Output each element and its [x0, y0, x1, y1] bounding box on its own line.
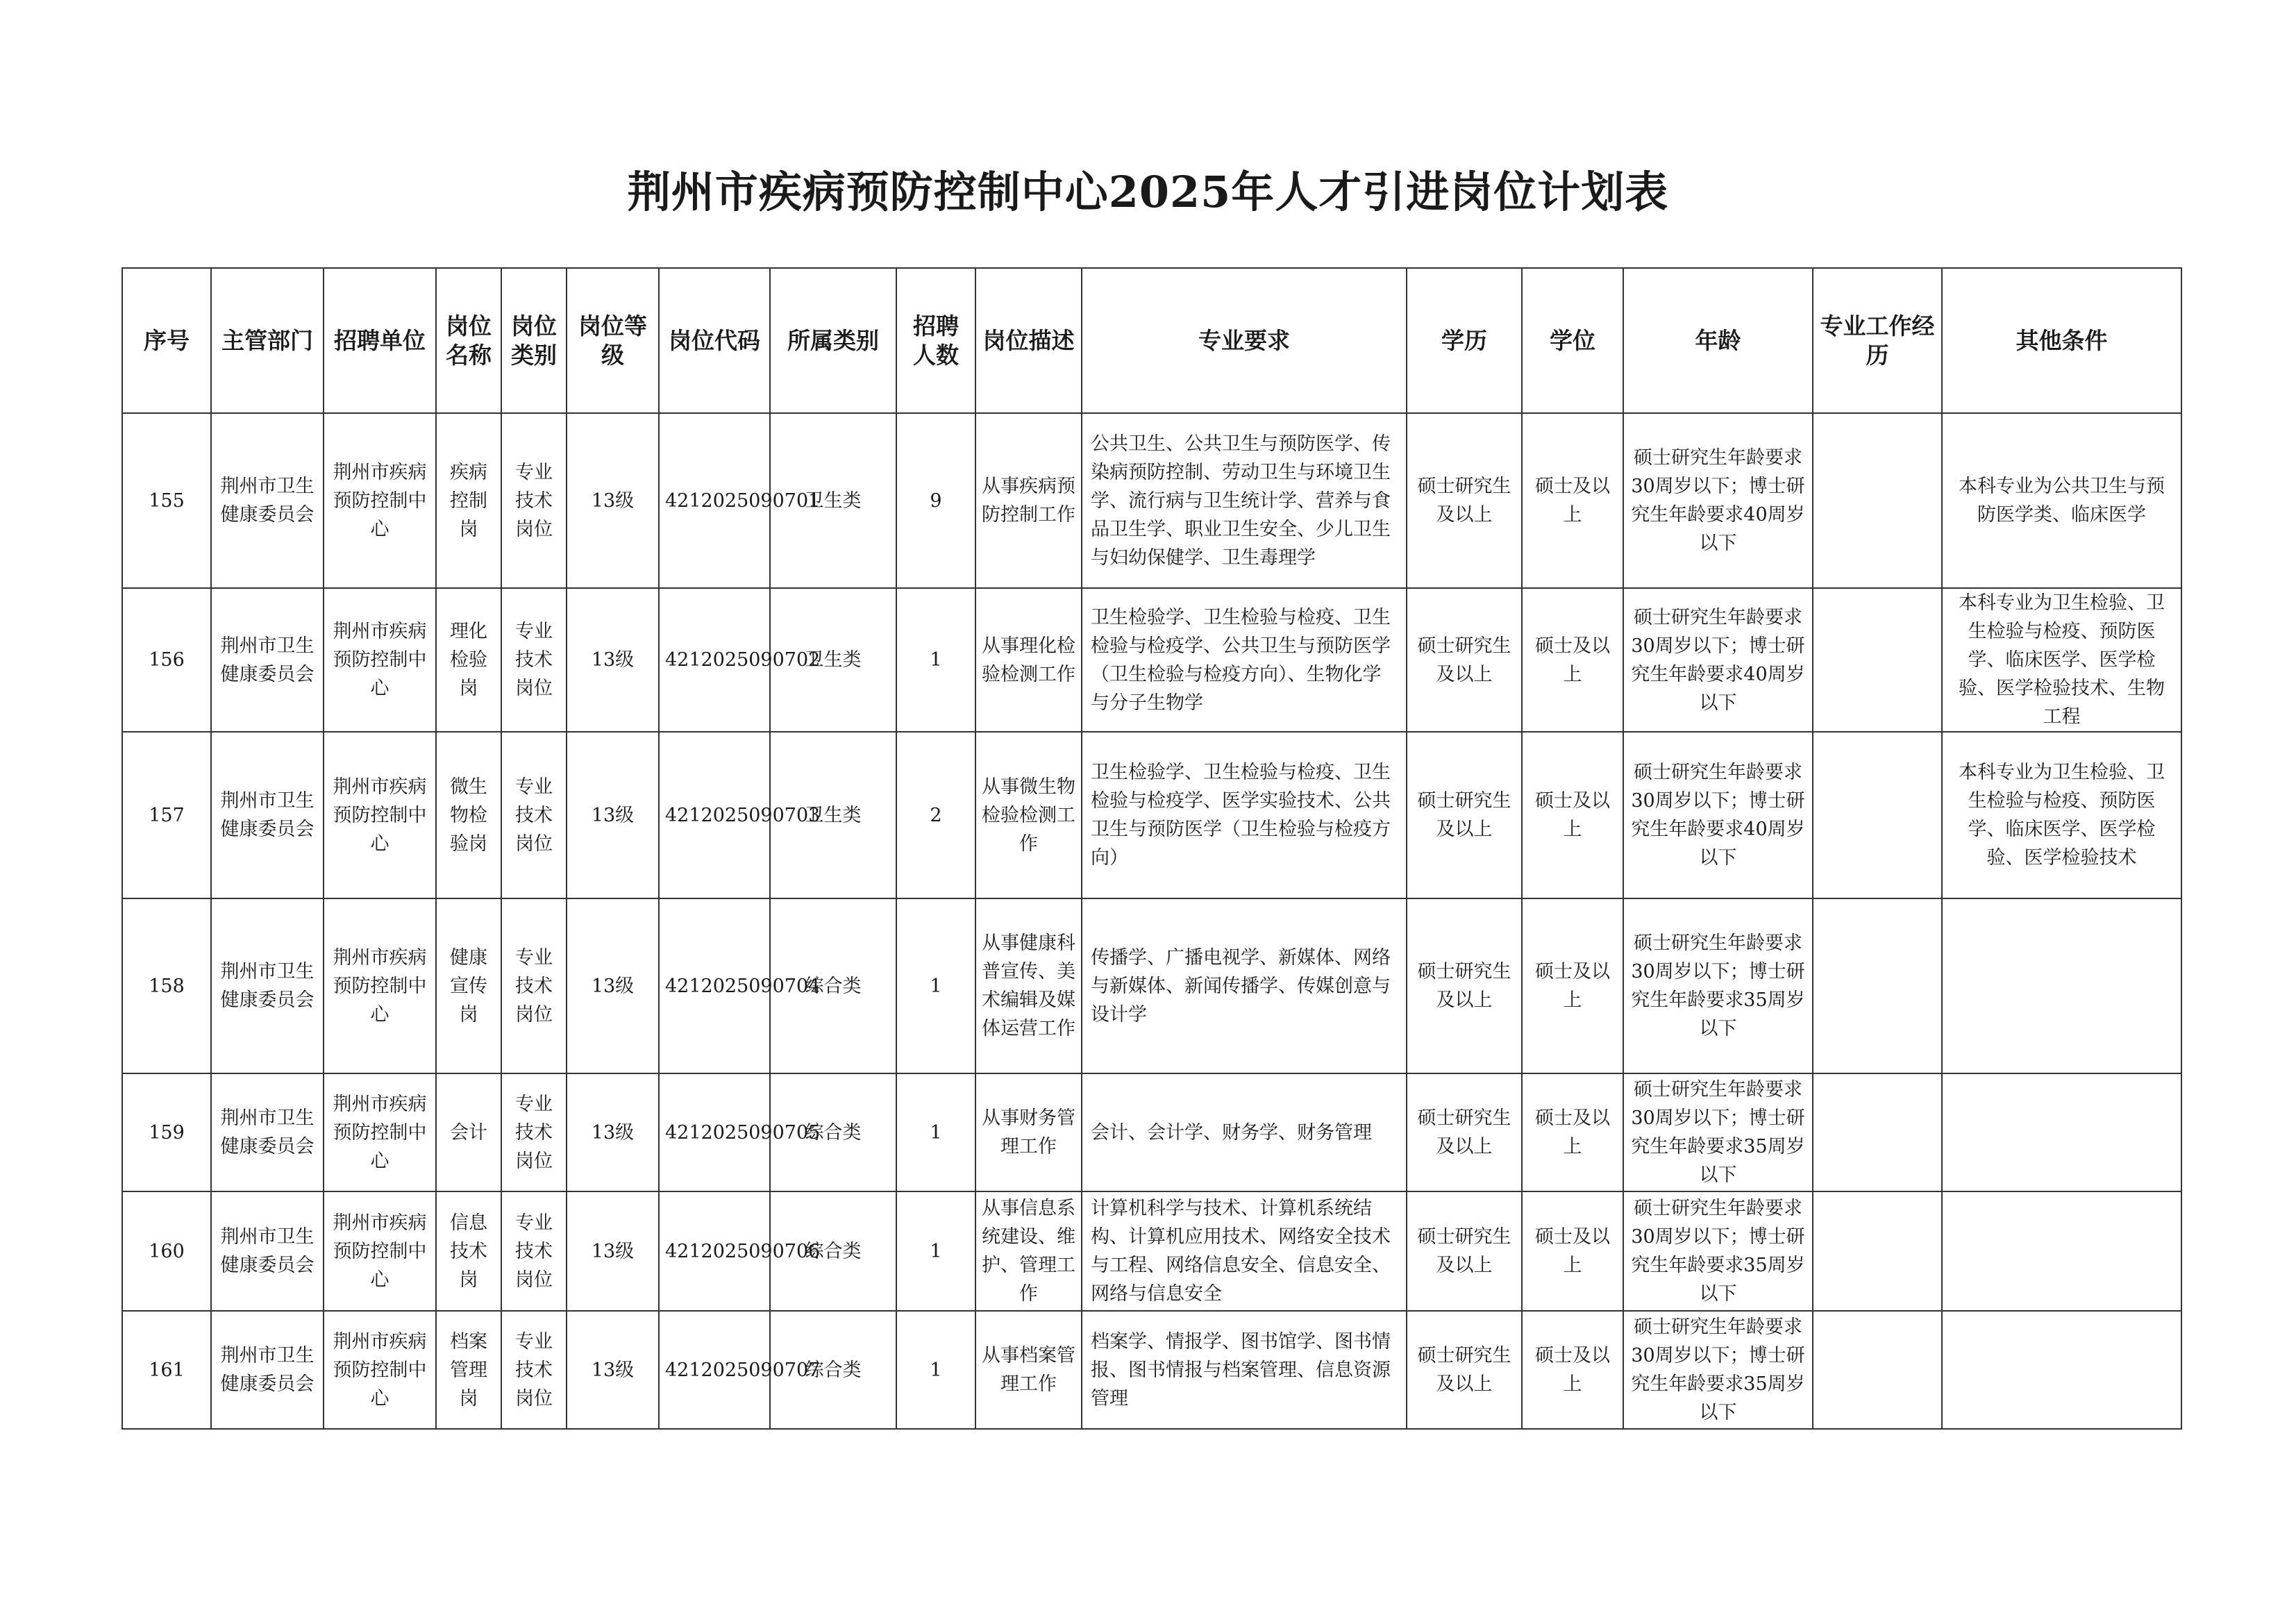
cell-seq: 157 — [122, 732, 211, 898]
cell-unit: 荆州市疾病预防控制中心 — [324, 732, 436, 898]
cell-count: 1 — [896, 1073, 975, 1191]
cell-code: 4212025090707 — [659, 1311, 770, 1429]
cell-dept: 荆州市卫生健康委员会 — [211, 898, 324, 1073]
cell-major: 档案学、情报学、图书馆学、图书情报、图书情报与档案管理、信息资源管理 — [1082, 1311, 1407, 1429]
cell-edu: 硕士研究生及以上 — [1407, 898, 1522, 1073]
cell-other: 本科专业为公共卫生与预防医学类、临床医学 — [1942, 413, 2181, 588]
cell-post: 会计 — [436, 1073, 501, 1191]
table-row — [122, 1191, 2181, 1311]
table-row — [122, 1311, 2181, 1429]
table-row — [122, 1073, 2181, 1191]
cell-type: 卫生类 — [770, 588, 896, 732]
cell-dept: 荆州市卫生健康委员会 — [211, 588, 324, 732]
cell-degree: 硕士及以上 — [1522, 732, 1623, 898]
table-row — [122, 588, 2181, 732]
cell-age: 硕士研究生年龄要求30周岁以下；博士研究生年龄要求40周岁以下 — [1623, 732, 1813, 898]
cell-level: 13级 — [567, 413, 659, 588]
cell-exp — [1813, 898, 1942, 1073]
cell-dept: 荆州市卫生健康委员会 — [211, 732, 324, 898]
table-header-row — [122, 268, 2181, 413]
cell-post: 微生物检验岗 — [436, 732, 501, 898]
cell-major: 计算机科学与技术、计算机系统结构、计算机应用技术、网络安全技术与工程、网络信息安全、信息安全、网络与信息安全 — [1082, 1191, 1407, 1311]
cell-category: 专业技术岗位 — [501, 898, 567, 1073]
header-edu: 学历 — [1407, 268, 1522, 413]
cell-seq: 161 — [122, 1311, 211, 1429]
cell-unit: 荆州市疾病预防控制中心 — [324, 413, 436, 588]
cell-code: 4212025090706 — [659, 1191, 770, 1311]
header-category: 岗位类别 — [501, 268, 567, 413]
cell-edu: 硕士研究生及以上 — [1407, 1073, 1522, 1191]
header-type: 所属类别 — [770, 268, 896, 413]
cell-major: 会计、会计学、财务学、财务管理 — [1082, 1073, 1407, 1191]
cell-edu: 硕士研究生及以上 — [1407, 1191, 1522, 1311]
cell-seq: 160 — [122, 1191, 211, 1311]
cell-count: 2 — [896, 732, 975, 898]
cell-category: 专业技术岗位 — [501, 1073, 567, 1191]
cell-age: 硕士研究生年龄要求30周岁以下；博士研究生年龄要求35周岁以下 — [1623, 1073, 1813, 1191]
cell-seq: 158 — [122, 898, 211, 1073]
cell-age: 硕士研究生年龄要求30周岁以下；博士研究生年龄要求35周岁以下 — [1623, 1311, 1813, 1429]
cell-level: 13级 — [567, 898, 659, 1073]
cell-category: 专业技术岗位 — [501, 1191, 567, 1311]
cell-age: 硕士研究生年龄要求30周岁以下；博士研究生年龄要求35周岁以下 — [1623, 898, 1813, 1073]
table-row — [122, 413, 2181, 588]
cell-exp — [1813, 1311, 1942, 1429]
cell-desc: 从事疾病预防控制工作 — [975, 413, 1082, 588]
table-row — [122, 732, 2181, 898]
cell-degree: 硕士及以上 — [1522, 1191, 1623, 1311]
cell-unit: 荆州市疾病预防控制中心 — [324, 588, 436, 732]
header-count: 招聘人数 — [896, 268, 975, 413]
cell-type: 综合类 — [770, 1073, 896, 1191]
cell-seq: 156 — [122, 588, 211, 732]
cell-unit: 荆州市疾病预防控制中心 — [324, 1073, 436, 1191]
cell-type: 综合类 — [770, 1311, 896, 1429]
table-row — [122, 898, 2181, 1073]
header-age: 年龄 — [1623, 268, 1813, 413]
cell-exp — [1813, 732, 1942, 898]
cell-post: 疾病控制岗 — [436, 413, 501, 588]
cell-post: 理化检验岗 — [436, 588, 501, 732]
cell-edu: 硕士研究生及以上 — [1407, 1311, 1522, 1429]
cell-seq: 159 — [122, 1073, 211, 1191]
cell-code: 4212025090705 — [659, 1073, 770, 1191]
cell-level: 13级 — [567, 588, 659, 732]
cell-edu: 硕士研究生及以上 — [1407, 732, 1522, 898]
cell-count: 1 — [896, 1191, 975, 1311]
cell-unit: 荆州市疾病预防控制中心 — [324, 1191, 436, 1311]
cell-other: 本科专业为卫生检验、卫生检验与检疫、预防医学、临床医学、医学检验、医学检验技术、生物工程 — [1942, 588, 2181, 732]
cell-level: 13级 — [567, 1311, 659, 1429]
cell-age: 硕士研究生年龄要求30周岁以下；博士研究生年龄要求35周岁以下 — [1623, 1191, 1813, 1311]
cell-age: 硕士研究生年龄要求30周岁以下；博士研究生年龄要求40周岁以下 — [1623, 588, 1813, 732]
header-seq: 序号 — [122, 268, 211, 413]
cell-desc: 从事健康科普宣传、美术编辑及媒体运营工作 — [975, 898, 1082, 1073]
cell-count: 9 — [896, 413, 975, 588]
cell-code: 4212025090704 — [659, 898, 770, 1073]
cell-category: 专业技术岗位 — [501, 413, 567, 588]
cell-code: 4212025090703 — [659, 732, 770, 898]
cell-post: 健康宣传岗 — [436, 898, 501, 1073]
header-degree: 学位 — [1522, 268, 1623, 413]
cell-dept: 荆州市卫生健康委员会 — [211, 1311, 324, 1429]
cell-other — [1942, 898, 2181, 1073]
cell-desc: 从事财务管理工作 — [975, 1073, 1082, 1191]
header-other: 其他条件 — [1942, 268, 2181, 413]
cell-desc: 从事理化检验检测工作 — [975, 588, 1082, 732]
cell-exp — [1813, 1191, 1942, 1311]
cell-degree: 硕士及以上 — [1522, 898, 1623, 1073]
cell-type: 综合类 — [770, 898, 896, 1073]
header-code: 岗位代码 — [659, 268, 770, 413]
cell-count: 1 — [896, 588, 975, 732]
cell-other — [1942, 1311, 2181, 1429]
cell-edu: 硕士研究生及以上 — [1407, 413, 1522, 588]
cell-type: 卫生类 — [770, 413, 896, 588]
cell-dept: 荆州市卫生健康委员会 — [211, 1073, 324, 1191]
cell-major: 卫生检验学、卫生检验与检疫、卫生检验与检疫学、医学实验技术、公共卫生与预防医学（卫生检验与检疫方向） — [1082, 732, 1407, 898]
cell-major: 公共卫生、公共卫生与预防医学、传染病预防控制、劳动卫生与环境卫生学、流行病与卫生统计学、营养与食品卫生学、职业卫生安全、少儿卫生与妇幼保健学、卫生毒理学 — [1082, 413, 1407, 588]
cell-degree: 硕士及以上 — [1522, 1311, 1623, 1429]
cell-unit: 荆州市疾病预防控制中心 — [324, 898, 436, 1073]
cell-major: 传播学、广播电视学、新媒体、网络与新媒体、新闻传播学、传媒创意与设计学 — [1082, 898, 1407, 1073]
header-exp: 专业工作经历 — [1813, 268, 1942, 413]
cell-degree: 硕士及以上 — [1522, 588, 1623, 732]
cell-category: 专业技术岗位 — [501, 1311, 567, 1429]
cell-degree: 硕士及以上 — [1522, 1073, 1623, 1191]
cell-exp — [1813, 1073, 1942, 1191]
cell-degree: 硕士及以上 — [1522, 413, 1623, 588]
header-post: 岗位名称 — [436, 268, 501, 413]
cell-desc: 从事档案管理工作 — [975, 1311, 1082, 1429]
cell-count: 1 — [896, 1311, 975, 1429]
cell-level: 13级 — [567, 732, 659, 898]
cell-age: 硕士研究生年龄要求30周岁以下；博士研究生年龄要求40周岁以下 — [1623, 413, 1813, 588]
cell-major: 卫生检验学、卫生检验与检疫、卫生检验与检疫学、公共卫生与预防医学（卫生检验与检疫方向）、生物化学与分子生物学 — [1082, 588, 1407, 732]
cell-other — [1942, 1073, 2181, 1191]
cell-level: 13级 — [567, 1073, 659, 1191]
cell-exp — [1813, 413, 1942, 588]
cell-count: 1 — [896, 898, 975, 1073]
cell-desc: 从事信息系统建设、维护、管理工作 — [975, 1191, 1082, 1311]
page-title: 荆州市疾病预防控制中心2025年人才引进岗位计划表 — [627, 167, 1669, 217]
cell-type: 综合类 — [770, 1191, 896, 1311]
cell-post: 信息技术岗 — [436, 1191, 501, 1311]
cell-other — [1942, 1191, 2181, 1311]
cell-level: 13级 — [567, 1191, 659, 1311]
header-level: 岗位等级 — [567, 268, 659, 413]
cell-type: 卫生类 — [770, 732, 896, 898]
header-desc: 岗位描述 — [975, 268, 1082, 413]
header-unit: 招聘单位 — [324, 268, 436, 413]
cell-category: 专业技术岗位 — [501, 732, 567, 898]
cell-other: 本科专业为卫生检验、卫生检验与检疫、预防医学、临床医学、医学检验、医学检验技术 — [1942, 732, 2181, 898]
cell-category: 专业技术岗位 — [501, 588, 567, 732]
cell-code: 4212025090702 — [659, 588, 770, 732]
header-dept: 主管部门 — [211, 268, 324, 413]
cell-desc: 从事微生物检验检测工作 — [975, 732, 1082, 898]
cell-post: 档案管理岗 — [436, 1311, 501, 1429]
header-major: 专业要求 — [1082, 268, 1407, 413]
cell-dept: 荆州市卫生健康委员会 — [211, 1191, 324, 1311]
cell-dept: 荆州市卫生健康委员会 — [211, 413, 324, 588]
cell-code: 4212025090701 — [659, 413, 770, 588]
cell-exp — [1813, 588, 1942, 732]
cell-edu: 硕士研究生及以上 — [1407, 588, 1522, 732]
cell-seq: 155 — [122, 413, 211, 588]
cell-unit: 荆州市疾病预防控制中心 — [324, 1311, 436, 1429]
job-plan-table — [121, 267, 2182, 1430]
